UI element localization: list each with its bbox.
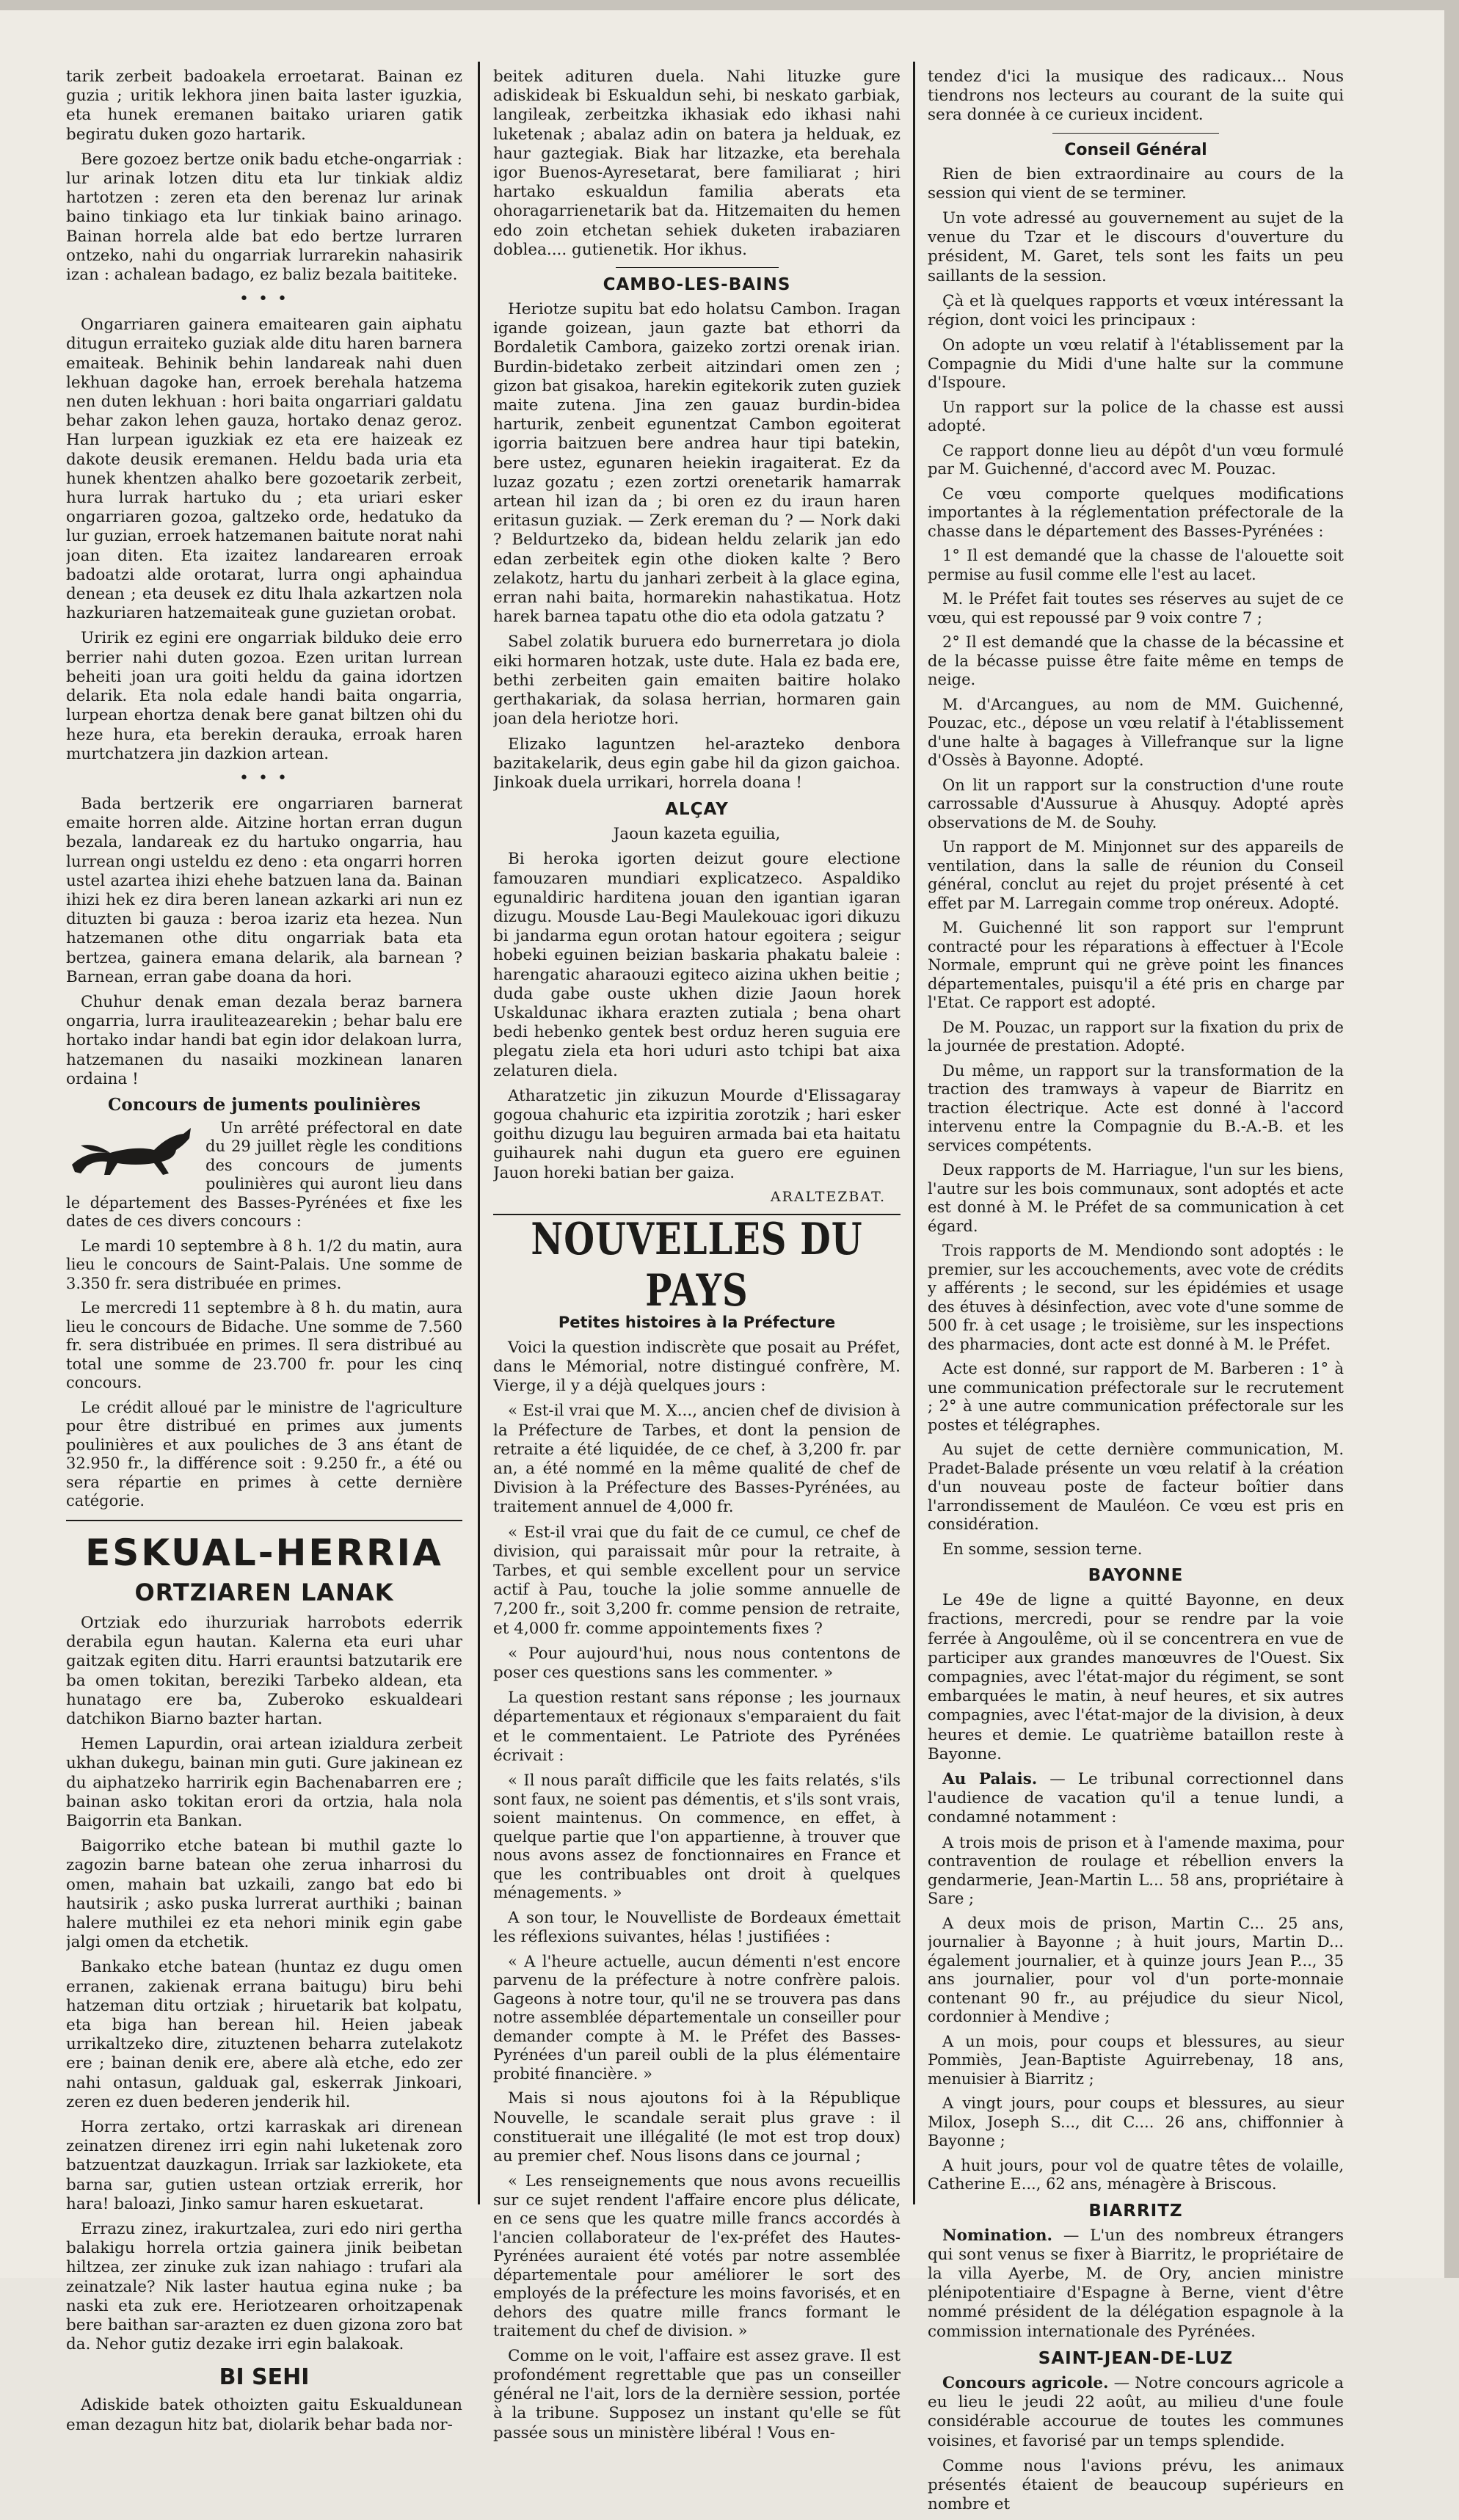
- lead-in: Au Palais.: [942, 1770, 1038, 1789]
- divider: [616, 267, 779, 268]
- divider: [66, 1520, 462, 1521]
- section-title-nouvelles: NOUVELLES DU PAYS: [531, 1213, 863, 1317]
- paragraph: Errazu zinez, irakurtzalea, zuri edo niri gertha balakigu horrela ortzia gainera jinik beibetan hiltzea, zer zinuke zuk izan nahiago : trufari ala zeinatzale? Nik laster hautua egina nuke ; ba naski eta zuk ere. Heriotzearen orhoitzapenak bere baithan sar-arazten ez duen gizona zoro bat da. Nehor gutiz dezake irri egin balakoak.: [66, 2220, 462, 2354]
- paragraph: A un mois, pour coups et blessures, au sieur Pommiès, Jean-Baptiste Aguirrebenay, 18 ans, menuisier à Biarritz ;: [928, 2032, 1344, 2088]
- paragraph: A son tour, le Nouvelliste de Bordeaux émettait les réflexions suivantes, hélas ! justifiées :: [493, 1908, 900, 1946]
- section-title-cambo: CAMBO-LES-BAINS: [603, 275, 791, 295]
- paragraph: tendez d'ici la musique des radicaux... Nous tiendrons nos lecteurs au courant de la suite qui sera donnée à ce curieux incident.: [928, 68, 1344, 125]
- paragraph: Bere gozoez bertze onik badu etche-ongarriak : lur arinak lotzen ditu eta lur tinkiak aldiz hartotzen : zeren eta den berenaz lur arinak baino tinkiago eta lur tinkiak baino arinago. Bainan horrela alde bat edo bertze lurraren ontzeko, nahi du ongarriak lurrarekin nahasirik izan : achalean badago, ez baliz bezala baititeke.: [66, 150, 462, 285]
- section-subtitle-ortziaren: ORTZIAREN LANAK: [134, 1578, 394, 1606]
- paragraph: Bi heroka igorten deizut goure electione famouzaren mundiari explicatzeco. Aspaldiko egunaldiric harditena jouan den igantian igaran dizugu. Mousde Lau-Begi Maulekouac igori dikuzu bi jandarma egun orotan hatour egoitera ; seigur hobeki eguinen beizian baskaria phakatu baleie : harengatic aharaouzi egiteco aizina ukhen beitie ; duda gabe ouste ukhen dizie Jaoun horek Uskaldunac ikhara erazten zutiala ; bena ohart bedi hebenko gentek best orduz heren suguia ere plegatu ziela eta hori uduri asto tchipi bat aixa zelaturen diela.: [493, 850, 900, 1080]
- signature: ARALTEZBAT.: [770, 1188, 886, 1205]
- paragraph: Comme on le voit, l'affaire est assez grave. Il est profondément regrettable que pas un conseiller général ne l'ait, lors de la dernière session, portée à la tribune. Supposez un instant qu'elle se fût passée sous un ministère libéral ! Vous en-: [493, 2346, 900, 2442]
- section-title-bayonne: BAYONNE: [1088, 1566, 1184, 1586]
- paragraph: Chuhur denak eman dezala beraz barnera ongarria, lurra irauliteazearekin ; behar balu ere hortako indar handi bat egin idor delakoan lurra, hatzemanen du nasaiki mozkinean lanaren ordaina !: [66, 992, 462, 1088]
- paragraph: Ce rapport donne lieu au dépôt d'un vœu formulé par M. Guichenné, d'accord avec M. Pouzac.: [928, 441, 1344, 478]
- section-title-eskual-herria: ESKUAL-HERRIA: [85, 1531, 443, 1574]
- section-title-saint-jean-de-luz: SAINT-JEAN-DE-LUZ: [1038, 2348, 1234, 2368]
- paragraph: Un vote adressé au gouvernement au sujet de la venue du Tzar et le discours d'ouverture du président, M. Garet, tels sont les faits un peu saillants de la session.: [928, 209, 1344, 285]
- paragraph: « Est-il vrai que du fait de ce cumul, ce chef de division, qui paraissait mûr pour la retraite, à Tarbes, et qui semble excellent pour un service actif à Pau, touche la jolie somme annuelle de 7,200 fr., soit 3,200 fr. comme pension de retraite, et 4,000 fr. comme appointements fixes ?: [493, 1523, 900, 1638]
- paragraph: Un rapport de M. Minjonnet sur des appareils de ventilation, dans la salle de réunion du Conseil général, conclut au rejet du projet présenté à cet effet par M. Larregain comme trop onéreux. Adopté.: [928, 838, 1344, 912]
- paragraph: On lit un rapport sur la construction d'une route carrossable d'Aussurue à Ahusquy. Adopté après observations de M. de Souhy.: [928, 776, 1344, 831]
- paragraph: Adiskide batek othoizten gaitu Eskualdunean eman dezagun hitz bat, diolarik behar bada nor-: [66, 2396, 462, 2434]
- paragraph: A vingt jours, pour coups et blessures, au sieur Milox, Joseph S..., dit C.... 26 ans, chiffonnier à Bayonne ;: [928, 2094, 1344, 2150]
- paragraph: Horra zertako, ortzi karraskak ari direnean zeinatzen direnez irri egin nahi luketenak zoro batzuentzat dauzkagun. Irriak sar lazkiokete, eta barna sar, gutien ustean ortziak errerik, hor hara! baloazi, Jinko samur haren eskuetarat.: [66, 2118, 462, 2213]
- paragraph: Rien de bien extraordinaire au cours de la session qui vient de se terminer.: [928, 164, 1344, 203]
- paragraph: Bada bertzerik ere ongarriaren barnerat emaite horren alde. Aitzine hortan erran dugun bezala, landareak ez du hartuko ongarria, hau lurrean ongi usteldu ez deno : eta ongarri horren ustel azartea ihizi ehehe batzuen lana da. Bainan ihizi hek ez dira beren lanean azkarki ari nun ez dituzten bi gauza : beroa izariz eta hezea. Nun hatzemanen othe ditu ongarriak bata eta bertzea, gainera emana delarik, ala barnean ? Barnean, erran gabe doana da hori.: [66, 794, 462, 986]
- paragraph: Atharatzetic jin zikuzun Mourde d'Elissagaray gogoua chahuric eta izpiritia zorotzik ; hari esker goithu dizugu lau beguiren armada bai eta haitatu guihaurek nahi dugun eta guero ere eguinen Jauon horeki batian ber gaiza.: [493, 1086, 900, 1182]
- page-edge-right: [1444, 0, 1459, 2278]
- paragraph-text: — L'un des nombreux étrangers qui sont venus se fixer à Biarritz, le propriétaire de la villa Ayerbe, M. de Ory, ancien ministre plénipotentiaire d'Espagne à Berne, vient d'être nommé président de la délégation espagnole à la commission internationale des Pyrénées.: [928, 2226, 1344, 2341]
- paragraph: [928, 1770, 1344, 1828]
- lead-in: Nomination.: [942, 2226, 1053, 2245]
- paragraph: Ce vœu comporte quelques modifications importantes à la réglementation préfectorale de la chasse dans le département des Basses-Pyrénées :: [928, 484, 1344, 540]
- paragraph: M. Guichenné lit son rapport sur l'emprunt contracté pour les réparations à effectuer à l'Ecole Normale, emprunt qui ne grève point les finances départementales, puisqu'il a été pris en charge par l'Etat. Ce rapport est adopté.: [928, 919, 1344, 1012]
- section-title-conseil: Conseil Général: [1064, 140, 1207, 159]
- column-rule: [913, 62, 915, 2204]
- column-rule: [478, 62, 480, 2204]
- paragraph: En somme, session terne.: [942, 1540, 1143, 1558]
- paragraph: « Les renseignements que nous avons recueillis sur ce sujet rendent l'affaire encore plus délicate, en ce sens que les quatre mille francs accordés à l'ancien collaborateur de l'ex-préfet des Hautes-Pyrénées auraient été votés par notre assemblée départementale pour améliorer le sort des employés de la préfecture les moins favorisés, et en dehors des quatre mille francs formant le traitement du chef de division. »: [493, 2172, 900, 2340]
- paragraph: A huit jours, pour vol de quatre têtes de volaille, Catherine E..., 62 ans, ménagère à Briscous.: [928, 2156, 1344, 2193]
- paragraph: On adopte un vœu relatif à l'établissement par la Compagnie du Midi d'une halte sur la commune d'Ispoure.: [928, 336, 1344, 392]
- column-1: [66, 68, 462, 2441]
- paragraph-text: — Notre concours agricole a eu lieu le jeudi 22 août, au milieu d'une foule considérable accourue de toutes les communes voisines, et favorisé par un temps splendide.: [928, 2373, 1344, 2450]
- paragraph: Le mardi 10 septembre à 8 h. 1/2 du matin, aura lieu le concours de Saint-Palais. Une somme de 3.350 fr. sera distribuée en primes.: [66, 1237, 462, 1292]
- section-title-biarritz: BIARRITZ: [1088, 2201, 1183, 2221]
- paragraph: Heriotze supitu bat edo holatsu Cambon. Iragan igande goizean, jaun gazte bat ethorri da Bordaletik Cambora, gaizeko zortzi orenak irian. Burdin-bidetako zerbeit aitzindari omen zen ; gizon bat gisakoa, harekin egitekorik zuten guziek maite zutena. Jina zen gauaz burdin-bidea harturik, zenbeit egunentzat Cambon egoiterat igorria baitzuen bere andrea haur tipi batekin, bere ustez, egunaren heiekin iragaiterat. Ez da luzaz gozatu ; ezen zortzi orenetarik hamarrak artean hil izan da ; bi oren ez du iraun haren eritasun guziak. — Zerk ereman du ? — Nork daki ? Beldurtzeko da, bidean heldu zelarik jan edo edan zerbeitek egin othe dioken kalte ? Bero zelakotz, hartu du janhari zerbeit à la glace egina, erran nahi baita, hormarekin nahastikatua. Hotz harek barnea tapatu othe dio eta odola gatzatu ?: [493, 300, 900, 627]
- paragraph: [928, 2226, 1344, 2342]
- paragraph: De M. Pouzac, un rapport sur la fixation du prix de la journée de prestation. Adopté.: [928, 1018, 1344, 1055]
- paragraph: Baigorriko etche batean bi muthil gazte lo zagozin barne batean ohe zerua inharrosi du omen, mahain bat uzkaili, zango bat edo bi hautsirik ; asko puska lurrerat aurthiki ; bainan halere muthilei ez eta nehori minik egin gabe jalgi omen da etchetik.: [66, 1837, 462, 1952]
- section-title-concours: Concours de juments poulinières: [108, 1094, 421, 1115]
- paragraph: A deux mois de prison, Martin C... 25 ans, journalier à Bayonne ; à huit jours, Martin D... également journalier, et à quinze jours Jean P..., 35 ans journalier, pour vol d'un porte-monnaie contenant 90 fr., au préjudice du sieur Nicol, cordonnier à Mendive ;: [928, 1914, 1344, 2026]
- paragraph-text: — Le tribunal correctionnel dans l'audience de vacation qu'il a tenue lundi, a condamné notamment :: [928, 1770, 1344, 1827]
- column-2: [493, 68, 900, 2449]
- paragraph: 2° Il est demandé que la chasse de la bécassine et de la bécasse puisse être faite même en temps de neige.: [928, 633, 1344, 689]
- paragraph: Bankako etche batean (huntaz ez dugu omen erranen, zakienak errana baitugu) biru behi hatzeman ditu ortziak ; hiruetarik bat kolpatu, eta biga han berean hil. Heien jabeak urrikaltzeko dire, zituztenen beharra zutelakotz ere ; bainan denik ere, abere alà etche, edo zer nahi ontasun, galduak gal, eskerrak Jinkoari, zeren ez duen bederen jenderik hil.: [66, 1958, 462, 2111]
- paragraph: « Pour aujourd'hui, nous nous contentons de poser ces questions sans les commenter. »: [493, 1644, 900, 1683]
- paragraph: Ortziak edo ihurzuriak harrobots ederrik derabila egun hautan. Kalerna eta euri uhar gaitzak egiten ditu. Harri erauntsi batzutarik ere ba omen tokitan, bereziki Tarbeko aldean, eta hunatago ere ba, Zuberoko eskualdeari datchikon Biarno bazter hartan.: [66, 1613, 462, 1728]
- paragraph: M. d'Arcangues, au nom de MM. Guichenné, Pouzac, etc., dépose un vœu relatif à l'établissement d'une halte à bagages à Villefranque sur la ligne d'Ossès à Bayonne. Adopté.: [928, 695, 1344, 770]
- paragraph: Deux rapports de M. Harriague, l'un sur les biens, l'autre sur les bois communaux, sont adoptés et acte est donné à M. le Préfet de sa communication à cet égard.: [928, 1161, 1344, 1235]
- divider: [1052, 133, 1219, 134]
- paragraph: Ongarriaren gainera emaitearen gain aiphatu ditugun erraiteko guziak alde ditu haren barnera emaiteak. Behinik behin landareak nahi duen lekhuan dagoke han, erroek berehala hatzema nen duten lekhuan : hori baita ongarriari galdatu behar zakon lehen gauza, hortako denaz geroz. Han lurpean iguzkiak ez eta ere haizeak ez dakote deusik eremanen. Heldu bada uria eta hunek khentzen ahalko bere gozoetarik zerbeit, hura lurrak hartuko du ; eta uriari esker ongarriaren gozoa, galtzeko orde, hedatuko da lur guzian, erroek hatzemanen baitute norat nahi joan diten. Eta izaitez landarearen erroak badoatzi alde orotarat, lurra ongi aphaindua denean ; eta deusek ez ditu lhala azkartzen nola hazkuriaren hatzemaiteak gune guzietan orobat.: [66, 316, 462, 623]
- paragraph: Un arrêté préfectoral en date du 29 juillet règle les conditions des concours de juments poulinières qui auront lieu dans le département des Basses-Pyrénées et fixe les dates de ces divers concours :: [66, 1118, 462, 1231]
- separator-stars: • • •: [239, 768, 289, 787]
- paragraph: Sabel zolatik buruera edo burnerretara jo diola eiki hormaren hotzak, uste dute. Hala ez bada ere, bethi zerbeiten gain emaiten baitire holako gerthakariak, da solasa herrian, hormaren gain joan dela heriotze hori.: [493, 633, 900, 729]
- section-subtitle-petites-histoires: Petites histoires à la Préfecture: [558, 1313, 836, 1331]
- paragraph: Un rapport sur la police de la chasse est aussi adopté.: [928, 398, 1344, 435]
- paragraph: Le mercredi 11 septembre à 8 h. du matin, aura lieu le concours de Bidache. Une somme de 7.560 fr. sera distribuée en primes. Il sera distribué au total une somme de 23.700 fr. pour les cinq concours.: [66, 1299, 462, 1392]
- horse-icon: [66, 1121, 198, 1178]
- paragraph: Acte est donné, sur rapport de M. Barberen : 1° à une communication préfectorale sur le recrutement ; 2° à une autre communication préfectorale sur les postes et télégraphes.: [928, 1360, 1344, 1434]
- paragraph: Le 49e de ligne a quitté Bayonne, en deux fractions, mercredi, pour se rendre par la voie ferrée à Angoulême, où il se concentrera en vue de participer aux grandes manœuvres de l'Ouest. Six compagnies, avec l'état-major du régiment, se sont embarquées le matin, à neuf heures, et six autres compagnies, avec l'état-major de la division, à deux heures et demie. Le quatrième bataillon reste à Bayonne.: [928, 1591, 1344, 1763]
- separator-stars: • • •: [239, 290, 289, 309]
- paragraph: tarik zerbeit badoakela erroetarat. Bainan ez guzia ; uritik lekhora jinen baita laster iguzkia, eta hunek eremanen baitako uriaren gatik begiratu duken gozo hartarik.: [66, 68, 462, 144]
- paragraph: A trois mois de prison et à l'amende maxima, pour contravention de roulage et rébellion envers la gendarmerie, Jean-Martin L... 58 ans, propriétaire à Sare ;: [928, 1833, 1344, 1908]
- paragraph: M. le Préfet fait toutes ses réserves au sujet de ce vœu, qui est repoussé par 9 voix contre 7 ;: [928, 590, 1344, 627]
- paragraph: Trois rapports de M. Mendiondo sont adoptés : le premier, sur les accouchements, avec vote de crédits y afférents ; le second, sur les épidémies et usage des étuves à désinfection, avec vote d'une somme de 500 fr. à cet usage ; le troisième, sur les inspections des pharmacies, dont acte est donné à M. le Préfet.: [928, 1242, 1344, 1353]
- paragraph: Mais si nous ajoutons foi à la République Nouvelle, le scandale serait plus grave : il constituerait une illégalité (le mot est trop doux) au premier chef. Nous lisons dans ce journal ;: [493, 2089, 900, 2166]
- paragraph: « Est-il vrai que M. X..., ancien chef de division à la Préfecture de Tarbes, et dont la pension de retraite a été liquidée, de ce chef, à 3,200 fr. par an, a été nommé en la même qualité de chef de Division à la Préfecture des Basses-Pyrénées, au traitement annuel de 4,000 fr.: [493, 1402, 900, 1517]
- paragraph: La question restant sans réponse ; les journaux départementaux et régionaux s'emparaient du fait et le commentaient. Le Patriote des Pyrénées écrivait :: [493, 1689, 900, 1765]
- page-edge-top: [0, 0, 1459, 10]
- lead-in: Concours agricole.: [942, 2373, 1109, 2392]
- paragraph: beitek adituren duela. Nahi lituzke gure adiskideak bi Eskualdun sehi, bi neskato garbiak, langileak, zerbeitzka ikhasiak edo ikhasi nahi luketenak ; abalaz adin on batera ja helduak, ez haur gaztegiak. Biak har litzazke, eta berehala igor Buenos-Ayresetarat, bere familiarat ; hiri hartako eskualdun familia aberats eta ohoragarrienetarik bat da. Hitzemaiten du hemen edo zoin etchetan sehiek duketen irabaziaren doblea.... gutienetik. Hor ikhus.: [493, 68, 900, 259]
- paragraph: Comme nous l'avions prévu, les animaux présentés étaient de beaucoup supérieurs en nombre et: [928, 2456, 1344, 2514]
- column-3: [928, 68, 1344, 2520]
- paragraph: Voici la question indiscrète que posait au Préfet, dans le Mémorial, notre distingué confrère, M. Vierge, il y a déjà quelques jours :: [493, 1338, 900, 1396]
- paragraph: Au sujet de cette dernière communication, M. Pradet-Balade présente un vœu relatif à la création d'un nouveau poste de facteur boîtier dans l'arrondissement de Mauléon. Ce vœu est pris en considération.: [928, 1441, 1344, 1534]
- paragraph: Uririk ez egini ere ongarriak bilduko deie erro berrier nahi duten gozoa. Ezen uritan lurrean beheiti joan ura goiti heldu da gaina idortzen delarik. Eta nola edale handi baita ongarria, lurpean ehortza denak bere ganat biltzen ohi du heze hura, eta berekin derauka, erroak haren murtchatzera jin dazkion artean.: [66, 629, 462, 763]
- paragraph: « Il nous paraît difficile que les faits relatés, s'ils sont faux, ne soient pas démentis, et s'ils sont vrais, soient maintenus. On commence, en effet, à quelque partie que l'on appartienne, à trouver que nous avons assez de fonctionnaires en France et que les contribuables ont droit à quelques ménagements. »: [493, 1771, 900, 1902]
- paragraph: Çà et là quelques rapports et vœux intéressant la région, dont voici les principaux :: [928, 291, 1344, 330]
- paragraph: [928, 2374, 1344, 2451]
- paragraph: Le crédit alloué par le ministre de l'agriculture pour être distribué en primes aux juments poulinières et aux pouliches de 3 ans étant de 32.950 fr., la différence soit : 9.250 fr., a été ou sera répartie en primes à cette dernière catégorie.: [66, 1398, 462, 1510]
- section-title-alcay: ALÇAY: [665, 800, 729, 820]
- paragraph: Elizako laguntzen hel-arazteko denbora bazitakelarik, deus egin gabe hil da gizon gaichoa. Jinkoak duela urrikari, horrela doana !: [493, 735, 900, 792]
- paragraph: Hemen Lapurdin, orai artean izialdura zerbeit ukhan dukegu, bainan min guti. Gure jakinean ez du aiphatzeko harririk egin Bachenabarren ere ; bainan asko tokitan erori da ortzia, hala nola Baigorrin eta Bankan.: [66, 1735, 462, 1830]
- salutation: Jaoun kazeta eguilia,: [613, 825, 781, 844]
- paragraph: « A l'heure actuelle, aucun démenti n'est encore parvenu de la préfecture à notre confrère palois. Gageons à notre tour, qu'il ne se trouvera pas dans notre assemblée départementale un conseiller pour demander compte à M. le Préfet des Basses-Pyrénées d'un pareil oubli de la plus élémentaire probité financière. »: [493, 1952, 900, 2083]
- section-title-bi-sehi: BI SEHI: [219, 2364, 310, 2391]
- paragraph: 1° Il est demandé que la chasse de l'alouette soit permise au fusil comme elle l'est au lacet.: [928, 547, 1344, 583]
- paragraph: Du même, un rapport sur la transformation de la traction des tramways à vapeur de Biarritz en traction électrique. Acte est donné à l'accord intervenu entre la Compagnie du B.-A.-B. et les services compétents.: [928, 1061, 1344, 1154]
